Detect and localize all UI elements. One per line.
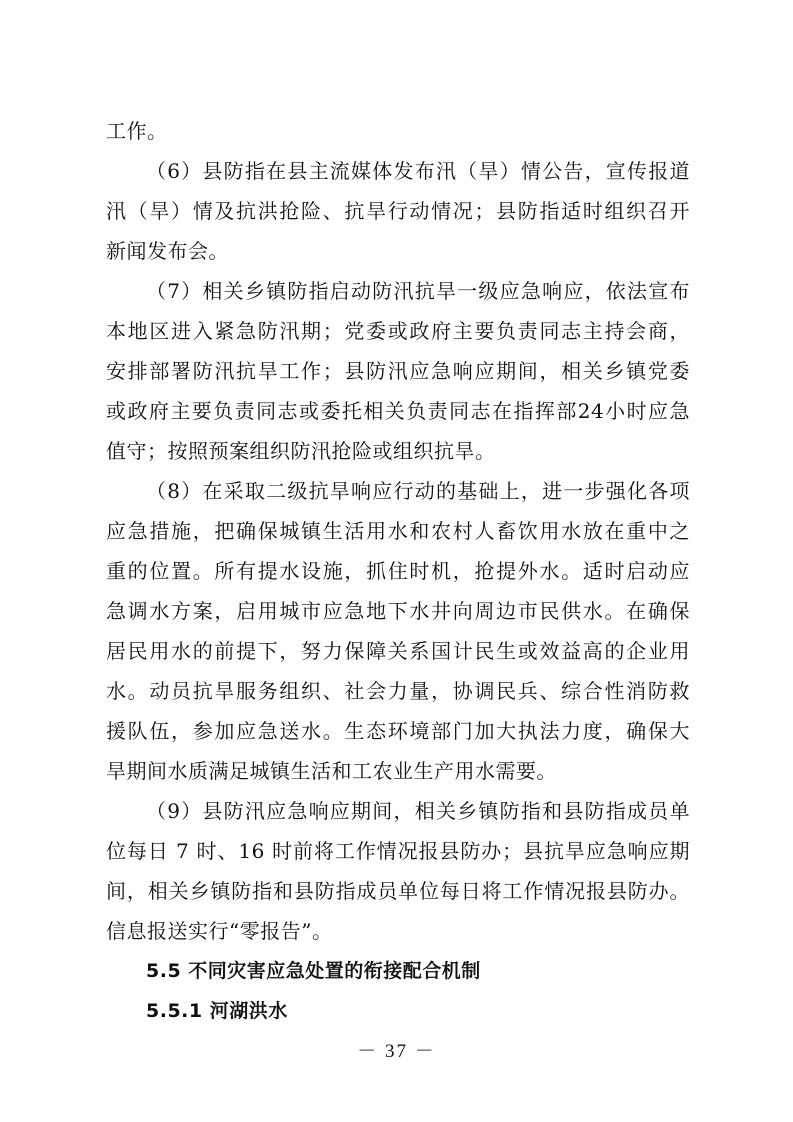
paragraph-line: （6）县防指在县主流媒体发布汛（旱）情公告，宣传报道 (146, 159, 690, 183)
paragraph-line: 位每日 7 时、16 时前将工作情况报县防办；县抗旱应急响应期 (106, 839, 690, 863)
paragraph-line: （9）县防汛应急响应期间，相关乡镇防指和县防指成员单 (146, 799, 690, 823)
paragraph-line: 安排部署防汛抗旱工作；县防汛应急响应期间，相关乡镇党委 (106, 359, 690, 383)
paragraph-line: 信息报送实行“零报告”。 (106, 919, 333, 943)
paragraph-line: （8）在采取二级抗旱响应行动的基础上，进一步强化各项 (146, 479, 690, 503)
section-heading: 5.5 不同灾害应急处置的衔接配合机制 (146, 960, 481, 982)
paragraph-line: 重的位置。所有提水设施，抓住时机，抢提外水。适时启动应 (106, 559, 690, 583)
paragraph-line: 应急措施，把确保城镇生活用水和农村人畜饮用水放在重中之 (106, 519, 690, 543)
paragraph-line: 急调水方案，启用城市应急地下水井向周边市民供水。在确保 (106, 599, 690, 623)
paragraph-line: 或政府主要负责同志或委托相关负责同志在指挥部24小时应急 (106, 399, 690, 423)
paragraph-line: 值守；按照预案组织防汛抢险或组织抗旱。 (106, 439, 496, 463)
paragraph-line: 汛（旱）情及抗洪抢险、抗旱行动情况；县防指适时组织召开 (106, 199, 690, 223)
paragraph-line: （7）相关乡镇防指启动防汛抗旱一级应急响应，依法宣布 (146, 279, 690, 303)
page-number: － 37 － (357, 1041, 436, 1062)
paragraph-line: 新闻发布会。 (106, 239, 229, 263)
subsection-heading: 5.5.1 河湖洪水 (146, 1000, 288, 1022)
paragraph-line: 本地区进入紧急防汛期；党委或政府主要负责同志主持会商， (106, 319, 690, 343)
paragraph-line: 居民用水的前提下，努力保障关系国计民生或效益高的企业用 (106, 639, 690, 663)
paragraph-line: 旱期间水质满足城镇生活和工农业生产用水需要。 (106, 759, 557, 783)
paragraph-line: 水。动员抗旱服务组织、社会力量，协调民兵、综合性消防救 (106, 679, 690, 703)
paragraph-line: 间，相关乡镇防指和县防指成员单位每日将工作情况报县防办。 (106, 879, 690, 903)
paragraph-line: 援队伍，参加应急送水。生态环境部门加大执法力度，确保大 (106, 719, 690, 743)
paragraph-line: 工作。 (106, 119, 168, 143)
